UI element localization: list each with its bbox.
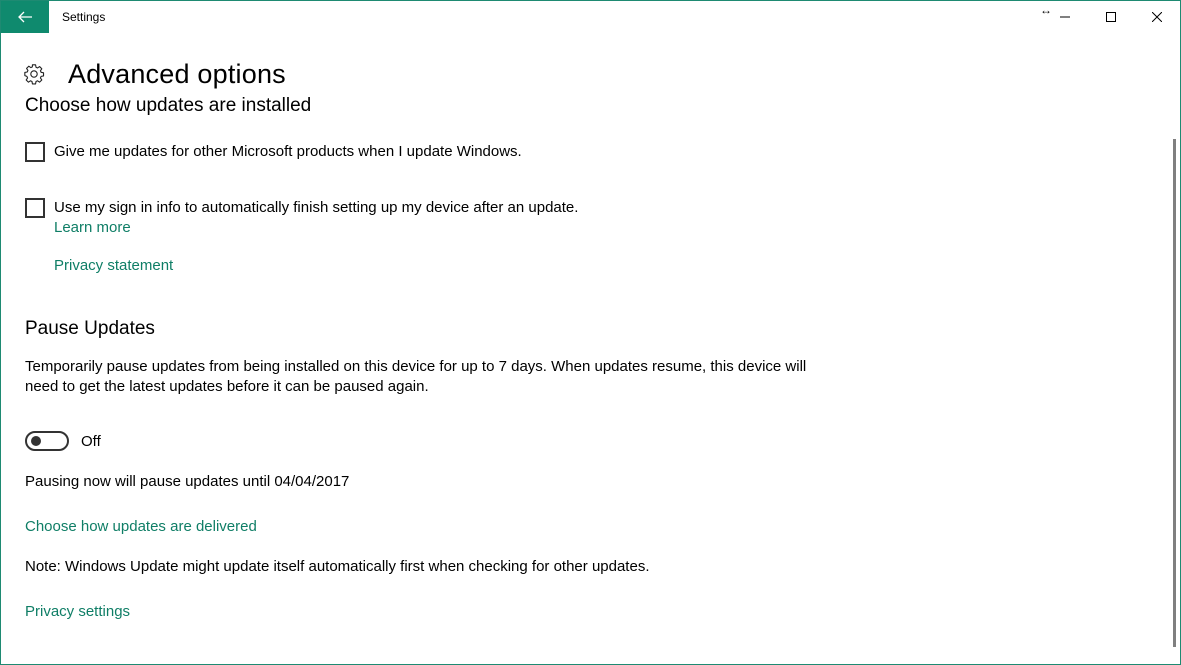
resize-indicator-icon: ↔ bbox=[1040, 3, 1052, 17]
page-title: Advanced options bbox=[68, 58, 286, 89]
pause-until-text: Pausing now will pause updates until 04/04/2017 bbox=[25, 473, 350, 490]
pause-toggle-row bbox=[25, 431, 101, 451]
windows-update-note: Note: Windows Update might update itself automatically first when checking for other updates. bbox=[25, 558, 650, 575]
close-button[interactable] bbox=[1134, 1, 1180, 33]
checkbox-row-microsoft-products[interactable] bbox=[25, 142, 522, 162]
maximize-button[interactable] bbox=[1088, 1, 1134, 33]
toggle-knob bbox=[31, 436, 41, 446]
gear-icon bbox=[23, 63, 45, 85]
section-title: Choose how updates are installed bbox=[25, 95, 312, 116]
checkbox-label: Use my sign in info to automatically finish setting up my device after an update. bbox=[54, 199, 579, 216]
window-controls bbox=[1042, 1, 1180, 33]
privacy-statement-link[interactable]: Privacy statement bbox=[54, 257, 174, 274]
close-icon bbox=[1152, 12, 1162, 22]
choose-delivery-link[interactable]: Choose how updates are delivered bbox=[25, 518, 257, 535]
toggle-state-label: Off bbox=[81, 432, 101, 450]
pause-updates-toggle[interactable] bbox=[25, 431, 69, 451]
pause-updates-title: Pause Updates bbox=[25, 318, 155, 339]
minimize-button[interactable] bbox=[1042, 1, 1088, 33]
main-content bbox=[25, 57, 1150, 620]
window-title: Settings bbox=[62, 10, 106, 24]
checkbox-row-sign-in-info[interactable] bbox=[25, 198, 578, 218]
minimize-icon bbox=[1060, 12, 1070, 22]
checkbox-label: Give me updates for other Microsoft products when I update Windows. bbox=[54, 143, 522, 160]
page-header bbox=[25, 57, 1150, 91]
sign-in-info-checkbox[interactable] bbox=[25, 198, 45, 218]
title-bar bbox=[1, 1, 1180, 33]
microsoft-products-checkbox[interactable] bbox=[25, 142, 45, 162]
pause-description: Temporarily pause updates from being installed on this device for up to 7 days. When updates resume, this device will need to get the latest updates before it can be paused again. bbox=[25, 358, 807, 395]
back-button[interactable] bbox=[1, 1, 49, 33]
maximize-icon bbox=[1106, 12, 1116, 22]
privacy-settings-link[interactable]: Privacy settings bbox=[25, 603, 131, 620]
learn-more-link[interactable]: Learn more bbox=[54, 219, 131, 236]
vertical-scrollbar[interactable] bbox=[1173, 139, 1176, 647]
arrow-left-icon bbox=[17, 11, 33, 23]
